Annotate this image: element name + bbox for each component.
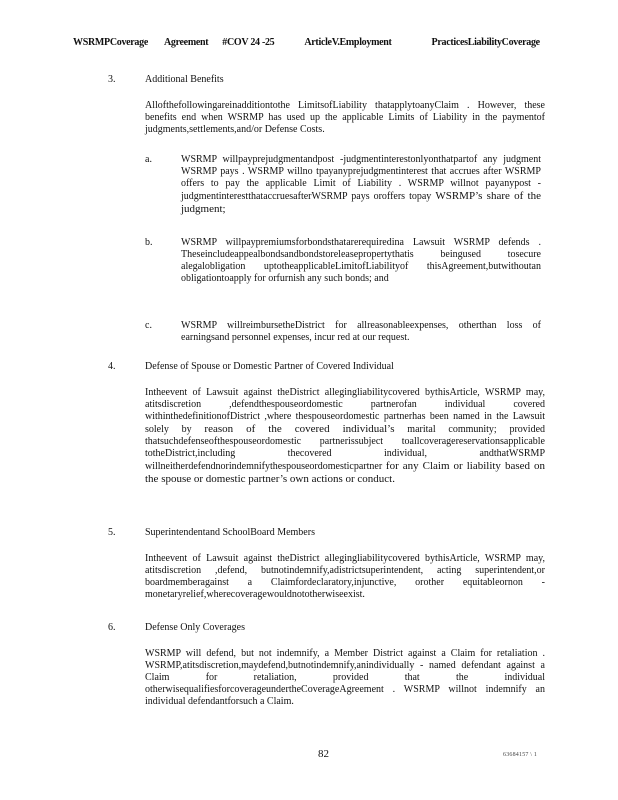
header-coverage-type: PracticesLiabilityCoverage <box>431 37 540 48</box>
page-number: 82 <box>318 748 329 760</box>
paragraph-part-4: for any Claim or liability based on the spouse or domestic partner’s own actions or conduct. <box>145 460 545 485</box>
section-number: 5. <box>108 527 116 538</box>
item-text: WSRMP willreimbursetheDistrict for allreasonableexpenses, otherthan loss of earningsand personnel expenses, incur red at our request. <box>181 320 541 343</box>
paragraph-part-1: Intheevent of Lawsuit against theDistrict allegingliabilitycovered bythisArticle, WSRMP may, atitsdiscretion ,defendthespouseordomestic partnerofan individual covered withinthedefinitionofDistrict ,where thespouseordomestic partnerhas been named in the Lawsuit solely by <box>145 387 545 435</box>
header-doc-name: WSRMPCoverage <box>73 37 148 48</box>
item-letter: c. <box>145 320 152 331</box>
item-letter: a. <box>145 154 152 165</box>
paragraph-part-3: marital community; provided thatsuchdefenseofthespouseordomestic partnerissubject toallcoveragereservationsapplicable totheDistrict,including thecovered individual, andthatWSRMP willneitherdefendnorindemnifythespouseordomesticpartner <box>145 424 546 472</box>
header-cov-number: #COV 24 -25 <box>222 37 275 48</box>
item-text-body: WSRMP willpayprejudgmentandpost -judgmentinterestonlyonthatpartof any judgment WSRMP pays . WSRMP willno tpayanyprejudgmentinterest that accrues after WSRMP offers to pay the applicable Limit of Liability . WSRMP willnot payanypost -judgmentinterestthataccruesafterWSRMP pays oroffers topay <box>181 154 541 202</box>
item-text-tail: WSRMP’s share of the judgment; <box>181 190 542 215</box>
header-agreement: Agreement <box>163 37 209 48</box>
paragraph-part-2: reason of the covered individual’s <box>204 423 395 435</box>
page-header <box>73 37 558 48</box>
section-title: Additional Benefits <box>145 74 224 85</box>
item-text: WSRMP willpaypremiumsforbondsthatarerequiredina Lawsuit WSRMP defends . Theseincludeappealbondsandbondstoreleasepropertythatis beingused tosecure alegalobligation uptotheapplicableLimitofLiabilityof thisAgreement,butwithoutan obligationtoapply for orfurnish any such bonds; and <box>181 237 541 284</box>
section-title: Defense Only Coverages <box>145 622 245 633</box>
section-paragraph: WSRMP will defend, but not indemnify, a Member District against a Claim for retaliation . WSRMP,atitsdiscretion,maydefend,butnotindemnify,anindividually - named defendant against a Claim for retaliation, provided that the individual otherwisequalifiesforcoverageundertheCoverageAgreement . WSRMP willnot indemnify an individual defendantforsuch a Claim. <box>145 648 545 707</box>
section-title: Superintendentand SchoolBoard Members <box>145 527 315 538</box>
item-letter: b. <box>145 237 153 248</box>
document-code: 63684157 \ 1 <box>503 752 538 758</box>
section-paragraph: Allofthefollowingareinadditiontothe LimitsofLiability thatapplytoanyClaim . However, these benefits end when WSRMP has used up the applicable Limits of Liability in the paymentof judgments,settlements,and/or Defense Costs. <box>145 100 545 135</box>
section-number: 6. <box>108 622 116 633</box>
section-paragraph: Intheevent of Lawsuit against theDistrict allegingliabilitycovered bythisArticle, WSRMP may, atitsdiscretion ,defend, butnotindemnify,adistrictsuperintendent, acting superintendent,or boardmemberagainst a Claimfordeclaratory,injunctive, orother equitableornon -monetaryrelief,wherecoveragewouldnototherwiseexist. <box>145 553 545 600</box>
section-title: Defense of Spouse or Domestic Partner of Covered Individual <box>145 361 394 372</box>
section-number: 4. <box>108 361 116 372</box>
header-article: ArticleV.Employment <box>304 37 392 48</box>
section-paragraph <box>145 387 545 486</box>
item-text <box>181 154 541 216</box>
section-number: 3. <box>108 74 116 85</box>
